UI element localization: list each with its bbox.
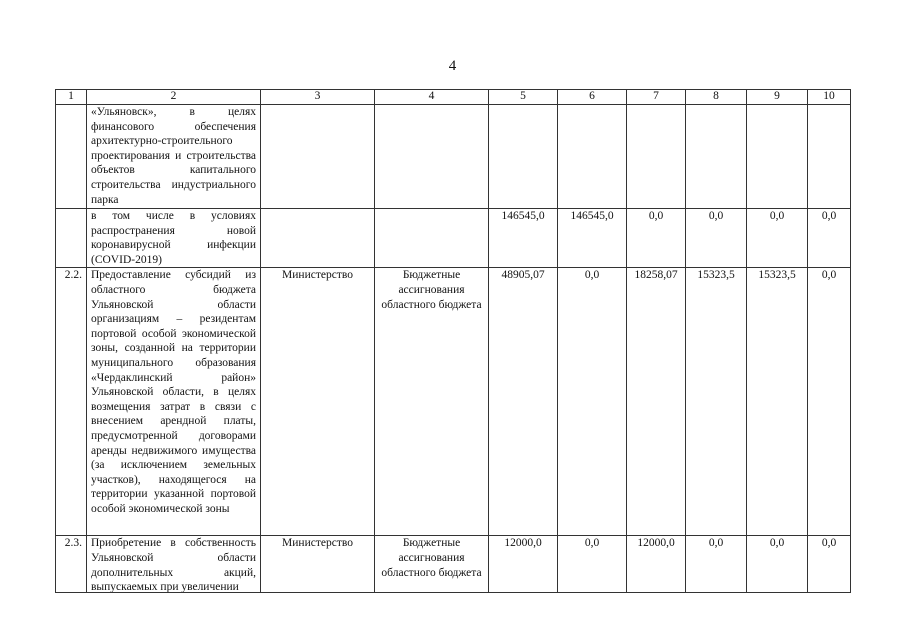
table-row: [56, 209, 851, 268]
row-source: Бюджетные ассигнования областного бюджета: [375, 536, 489, 593]
row-value-col10: [808, 105, 851, 209]
row-description: в том числе в условиях распространения новой коронавирусной инфекции (COVID-2019): [87, 209, 261, 268]
row-value-col5: [489, 105, 558, 209]
row-value-col10: 0,0: [808, 268, 851, 536]
row-value-col6: 0,0: [558, 536, 627, 593]
row-value-col9: 0,0: [747, 536, 808, 593]
row-description: «Ульяновск», в целях финансового обеспечения архитектурно-строительного проектирования и строительства объектов капитального строительства индустриального парка: [87, 105, 261, 209]
row-value-col7: 0,0: [627, 209, 686, 268]
row-number: 2.3.: [56, 536, 87, 593]
row-value-col7: 18258,07: [627, 268, 686, 536]
row-executor: Министерство: [261, 268, 375, 536]
row-description: Приобретение в собственность Ульяновской области дополнительных акций, выпускаемых при увеличении: [91, 537, 256, 593]
row-value-col5: 48905,07: [489, 268, 558, 536]
row-executor: Министерство: [261, 536, 375, 593]
row-value-col7: 12000,0: [627, 536, 686, 593]
row-value-col7: [627, 105, 686, 209]
row-source: Бюджетные ассигнования областного бюджета: [375, 268, 489, 536]
page-number: 4: [448, 58, 457, 74]
column-header: 2: [87, 90, 261, 105]
row-value-col8: [686, 105, 747, 209]
row-executor: [261, 209, 375, 268]
column-header: 10: [808, 90, 851, 105]
row-value-col5: 146545,0: [489, 209, 558, 268]
column-header: 4: [375, 90, 489, 105]
column-header: 6: [558, 90, 627, 105]
table-row: [56, 536, 851, 593]
table-row: [56, 268, 851, 536]
row-value-col6: 146545,0: [558, 209, 627, 268]
row-value-col9: [747, 105, 808, 209]
row-value-col8: 0,0: [686, 209, 747, 268]
row-value-col10: 0,0: [808, 536, 851, 593]
row-value-col8: 15323,5: [686, 268, 747, 536]
table-row: [56, 105, 851, 209]
column-header: 1: [56, 90, 87, 105]
row-value-col9: 0,0: [747, 209, 808, 268]
row-description: Предоставление субсидий из областного бюджета Ульяновской области организациям – резидентам портовой особой экономической зоны, созданной на территории муниципального образования «Чердаклинский район» Ульяновской области, в целях возмещения затрат в связи с внесением арендной платы, предусмотренной договорами аренды недвижимого имущества (за исключением земельных участков), находящегося на территории указанной портовой особой экономической зоны: [87, 268, 261, 536]
column-header: 8: [686, 90, 747, 105]
column-header: 5: [489, 90, 558, 105]
row-value-col5: 12000,0: [489, 536, 558, 593]
row-number: [56, 105, 87, 209]
column-header: 9: [747, 90, 808, 105]
row-number: [56, 209, 87, 268]
row-value-col8: 0,0: [686, 536, 747, 593]
column-header: 3: [261, 90, 375, 105]
row-value-col9: 15323,5: [747, 268, 808, 536]
column-header: 7: [627, 90, 686, 105]
row-value-col10: 0,0: [808, 209, 851, 268]
row-source: [375, 105, 489, 209]
row-executor: [261, 105, 375, 209]
row-value-col6: [558, 105, 627, 209]
budget-table: [55, 89, 851, 593]
row-value-col6: 0,0: [558, 268, 627, 536]
row-number: 2.2.: [56, 268, 87, 536]
header-row: [56, 90, 851, 105]
row-source: [375, 209, 489, 268]
